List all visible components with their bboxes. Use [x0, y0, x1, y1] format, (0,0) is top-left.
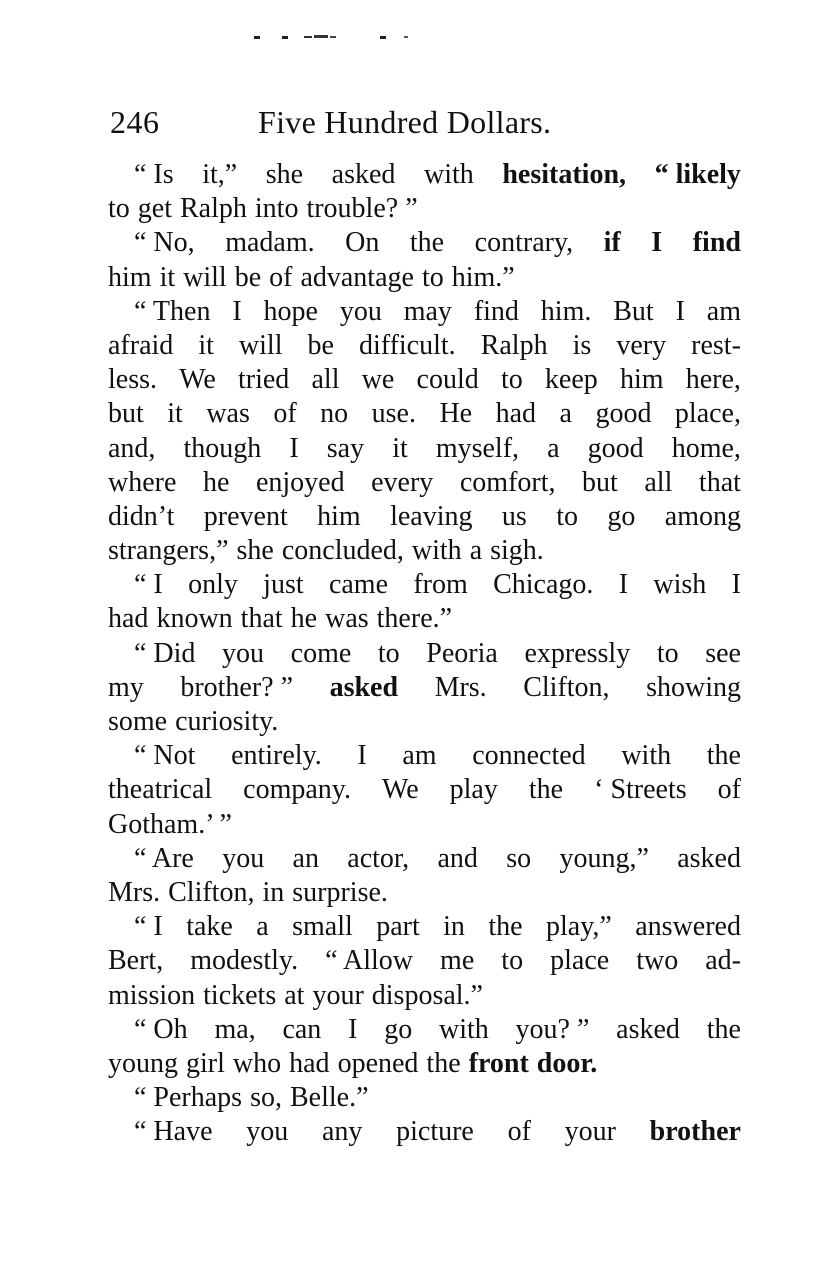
word: rest-: [691, 329, 741, 361]
word: home,: [671, 432, 741, 464]
print-smudge: [252, 30, 422, 42]
word: door.: [536, 1047, 598, 1079]
word: Belle.”: [289, 1082, 369, 1114]
word: theatrical: [108, 774, 213, 806]
word: every: [371, 466, 434, 498]
word: “ likely: [654, 159, 741, 190]
word: play: [449, 774, 498, 806]
word: you: [246, 1116, 289, 1148]
word: of: [273, 398, 297, 430]
word: my: [108, 671, 144, 703]
word: “ I: [134, 569, 163, 601]
word: of: [269, 261, 293, 293]
word: a: [469, 535, 483, 567]
word: sigh.: [490, 535, 544, 567]
word: there.”: [376, 603, 453, 635]
word: Gotham.’ ”: [108, 808, 232, 840]
word: she: [265, 159, 304, 190]
word: I: [232, 295, 242, 327]
word: to: [556, 500, 578, 532]
text-line: [108, 1013, 741, 1047]
text-line: [108, 432, 741, 466]
word: young,”: [559, 842, 649, 874]
word: very: [616, 329, 667, 361]
word: you: [222, 842, 265, 874]
text-line: [108, 329, 741, 363]
word: find: [692, 227, 741, 259]
word: showing: [646, 671, 741, 703]
word: entirely.: [231, 740, 322, 772]
word: who: [232, 1047, 282, 1079]
word: prevent: [203, 500, 288, 532]
word: young: [108, 1047, 178, 1079]
word: opened: [337, 1047, 419, 1079]
text-line: [108, 602, 741, 636]
word: the: [409, 227, 445, 259]
word: was: [325, 603, 369, 635]
word: keep: [544, 364, 598, 396]
word: find: [473, 295, 519, 327]
word: a: [559, 398, 572, 430]
word: all: [644, 466, 673, 498]
word: the: [528, 774, 564, 806]
word: say: [326, 432, 365, 464]
word: to: [377, 637, 400, 669]
word: less.: [108, 364, 157, 396]
word: you: [222, 637, 265, 669]
word: all: [311, 364, 340, 396]
word: tried: [238, 364, 290, 396]
word: it: [198, 329, 214, 361]
word: into: [254, 193, 299, 225]
word: the: [706, 740, 741, 772]
word: I: [731, 569, 741, 601]
word: take: [186, 911, 233, 943]
text-line: [108, 842, 741, 876]
word: contrary,: [474, 227, 574, 259]
word: known: [156, 603, 233, 635]
word: me: [440, 945, 475, 977]
word: you? ”: [515, 1013, 590, 1045]
word: ‘ Streets: [594, 774, 687, 806]
word: place,: [674, 398, 741, 430]
word: among: [664, 500, 741, 532]
word: of: [717, 774, 741, 806]
word: expressly: [524, 637, 631, 669]
word: was: [206, 398, 250, 430]
word: had: [289, 1047, 330, 1079]
word: may: [403, 295, 452, 327]
word: He: [439, 398, 473, 430]
word: that: [698, 466, 741, 498]
word: modestly.: [190, 945, 299, 977]
word: get: [137, 193, 172, 225]
word: him.: [540, 295, 592, 327]
word: good: [587, 432, 644, 464]
word: him.”: [451, 261, 515, 293]
word: “ I: [134, 911, 163, 943]
word: am: [706, 295, 741, 327]
text-line: [108, 637, 741, 671]
word: “ Have: [134, 1116, 213, 1148]
word: disposal.”: [371, 979, 483, 1011]
word: “ Are: [134, 842, 194, 874]
word: curiosity.: [175, 706, 279, 737]
word: no: [320, 398, 349, 430]
text-line: [108, 500, 741, 534]
body-text: [108, 158, 741, 1149]
word: to: [421, 261, 444, 293]
word: I: [289, 432, 299, 464]
word: didn’t: [108, 500, 175, 532]
word: “ Allow: [325, 945, 414, 977]
word: us: [501, 500, 527, 532]
word: front: [468, 1047, 529, 1079]
word: “ Then: [134, 295, 211, 327]
word: he: [202, 466, 230, 498]
word: is: [572, 329, 592, 361]
word: connected: [472, 740, 586, 772]
text-line: [108, 1081, 741, 1115]
word: I: [618, 569, 629, 601]
word: so,: [250, 1082, 282, 1114]
text-line: [108, 910, 741, 944]
text-line: [108, 192, 741, 226]
word: your: [312, 979, 364, 1011]
word: Peoria: [426, 637, 498, 669]
word: enjoyed: [255, 466, 345, 498]
word: go: [607, 500, 636, 532]
text-line: [108, 1115, 741, 1149]
word: advantage: [300, 261, 414, 293]
word: in: [443, 911, 465, 943]
word: see: [705, 637, 741, 669]
word: I: [675, 295, 685, 327]
word: to: [656, 637, 679, 669]
word: he: [290, 603, 318, 635]
word: had: [108, 603, 149, 635]
text-line: [108, 158, 741, 192]
word: Ralph: [480, 329, 548, 361]
word: but: [108, 398, 144, 430]
word: two: [636, 945, 679, 977]
word: it: [392, 432, 408, 464]
word: “ Not: [134, 740, 196, 772]
word: it: [159, 261, 176, 293]
word: to: [501, 945, 524, 977]
word: ma,: [214, 1013, 256, 1045]
word: afraid: [108, 329, 174, 361]
word: she: [236, 535, 274, 567]
word: play,”: [546, 911, 612, 943]
word: came: [328, 569, 389, 601]
word: actor,: [347, 842, 410, 874]
running-head: Five Hundred Dollars.: [258, 104, 552, 140]
word: your: [564, 1116, 616, 1148]
word: from: [413, 569, 468, 601]
word: to: [108, 193, 130, 225]
word: asked: [329, 671, 399, 703]
word: some: [108, 706, 168, 737]
word: that: [240, 603, 283, 635]
word: Clifton,: [168, 876, 255, 908]
word: Ralph: [180, 193, 247, 225]
word: “ Is: [134, 159, 174, 190]
word: a: [547, 432, 560, 464]
word: and: [437, 842, 478, 874]
word: girl: [186, 1047, 225, 1079]
word: place: [550, 945, 610, 977]
word: brother: [649, 1116, 741, 1148]
word: with: [438, 1013, 489, 1045]
word: be: [307, 329, 334, 361]
word: at: [284, 979, 305, 1011]
word: the: [706, 1013, 741, 1045]
word: to: [500, 364, 523, 396]
word: company.: [243, 774, 351, 806]
word: strangers,”: [108, 535, 229, 567]
text-line: [108, 808, 741, 842]
word: tickets: [203, 979, 277, 1011]
word: wish: [653, 569, 707, 601]
word: I: [651, 227, 663, 259]
word: “ No,: [134, 227, 195, 259]
word: him: [317, 500, 361, 532]
word: asked: [331, 159, 396, 190]
text-line: [108, 226, 741, 260]
word: asked: [677, 842, 741, 874]
word: use.: [371, 398, 416, 430]
word: in: [262, 876, 285, 908]
word: Mrs.: [108, 876, 161, 908]
word: difficult.: [358, 329, 456, 361]
word: leaving: [390, 500, 473, 532]
word: We: [179, 364, 216, 396]
word: “ Did: [134, 637, 196, 669]
word: trouble? ”: [306, 193, 418, 225]
word: will: [183, 261, 227, 293]
word: ad-: [705, 945, 741, 977]
word: good: [595, 398, 652, 430]
word: but: [582, 466, 618, 498]
word: brother? ”: [180, 671, 294, 703]
text-line: [108, 944, 741, 978]
word: I: [348, 1013, 358, 1045]
word: though: [183, 432, 262, 464]
word: Clifton,: [523, 671, 610, 703]
word: Mrs.: [434, 671, 487, 703]
word: small: [292, 911, 353, 943]
word: come: [290, 637, 352, 669]
word: the: [488, 911, 523, 943]
word: any: [321, 1116, 363, 1148]
text-line: [108, 705, 741, 739]
text-line: [108, 295, 741, 329]
word: we: [361, 364, 395, 396]
word: picture: [396, 1116, 474, 1148]
text-line: [108, 363, 741, 397]
word: you: [339, 295, 382, 327]
word: asked: [616, 1013, 680, 1045]
word: “ Oh: [134, 1013, 188, 1045]
word: him: [108, 261, 152, 293]
text-line: [108, 568, 741, 602]
word: it: [167, 398, 183, 430]
text-line: [108, 261, 741, 295]
word: mission: [108, 979, 196, 1011]
page-header: [110, 104, 750, 148]
word: an: [292, 842, 319, 874]
word: only: [188, 569, 238, 601]
text-line: [108, 979, 741, 1013]
word: with: [411, 535, 462, 567]
word: a: [256, 911, 269, 943]
word: just: [263, 569, 304, 601]
word: part: [376, 911, 420, 943]
word: if: [603, 227, 621, 259]
word: could: [416, 364, 479, 396]
word: be: [234, 261, 262, 293]
word: the: [426, 1047, 461, 1079]
word: where: [108, 466, 177, 498]
word: had: [495, 398, 537, 430]
word: here,: [685, 364, 741, 396]
word: will: [238, 329, 283, 361]
word: We: [382, 774, 419, 806]
word: of: [507, 1116, 531, 1148]
word: madam.: [225, 227, 315, 259]
word: can: [282, 1013, 322, 1045]
word: “ Perhaps: [134, 1082, 243, 1114]
word: am: [402, 740, 437, 772]
word: it,”: [202, 159, 238, 190]
word: him: [619, 364, 664, 396]
word: surprise.: [292, 876, 388, 908]
word: On: [345, 227, 380, 259]
word: go: [384, 1013, 413, 1045]
word: so: [506, 842, 532, 874]
word: hesitation,: [502, 159, 627, 190]
text-line: [108, 466, 741, 500]
word: But: [613, 295, 654, 327]
text-line: [108, 397, 741, 431]
word: and,: [108, 432, 156, 464]
word: hope: [263, 295, 318, 327]
text-line: [108, 1047, 741, 1081]
page-number: 246: [110, 104, 160, 140]
word: concluded,: [281, 535, 404, 567]
text-line: [108, 773, 741, 807]
word: Bert,: [108, 945, 164, 977]
word: with: [621, 740, 672, 772]
text-line: [108, 671, 741, 705]
word: answered: [635, 911, 741, 943]
text-line: [108, 739, 741, 773]
word: Chicago.: [493, 569, 594, 601]
word: comfort,: [459, 466, 556, 498]
word: myself,: [435, 432, 520, 464]
text-line: [108, 534, 741, 568]
word: with: [424, 159, 474, 190]
word: I: [357, 740, 367, 772]
text-line: [108, 876, 741, 910]
